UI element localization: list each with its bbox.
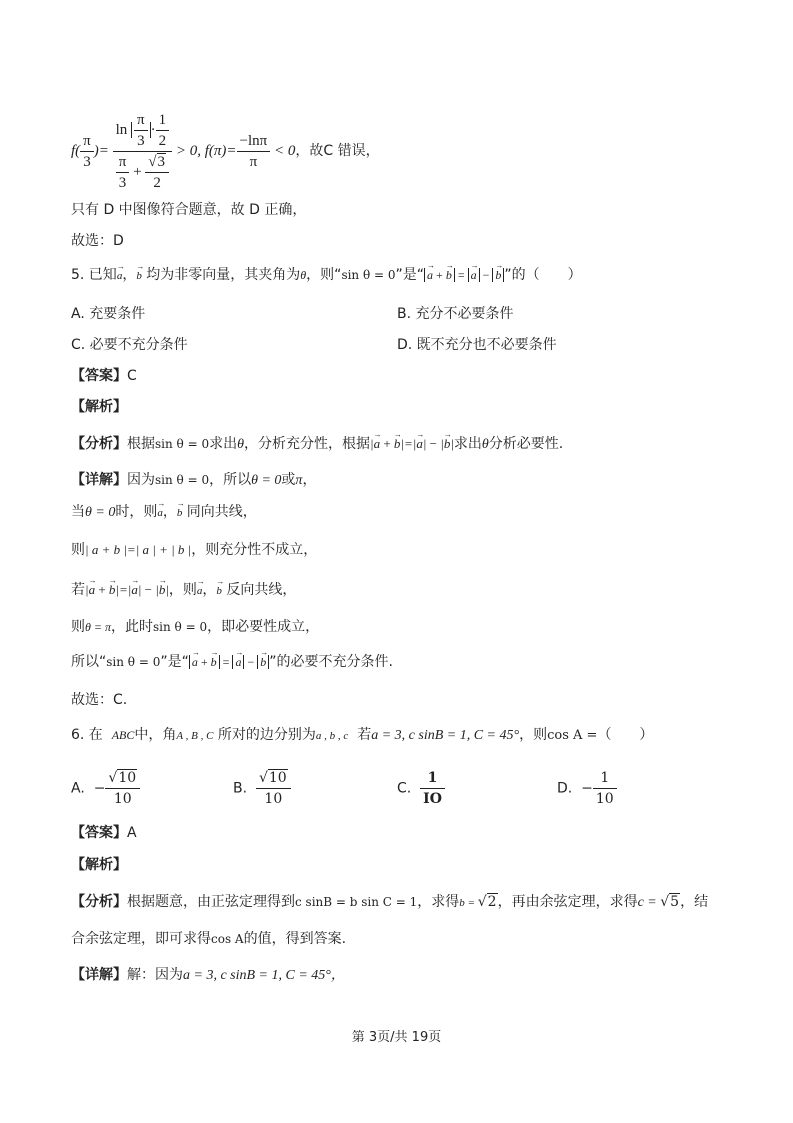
option-d: D. 既不充分也不必要条件: [397, 337, 557, 353]
eq: =: [454, 268, 468, 282]
plus: +: [433, 268, 446, 282]
cond6: a = 3, c sinB = 1, C = 45°: [371, 728, 520, 743]
q5-mid4: ”是“: [395, 267, 425, 283]
m1: θ = π: [85, 620, 112, 634]
b: → b: [446, 265, 452, 285]
a: → a: [192, 652, 198, 672]
q5-prefix: 5. 已知: [71, 267, 117, 283]
big-fraction-denominator: [113, 152, 173, 193]
m3: π: [295, 473, 303, 488]
sqrt5: 5: [670, 894, 680, 910]
t1: 则: [71, 619, 85, 635]
a: → a: [235, 652, 241, 672]
minus: −: [426, 436, 441, 451]
pi-over-3: [80, 131, 94, 172]
t2: ，所以: [209, 472, 252, 488]
t4: ，结: [680, 894, 709, 910]
m1: sin θ = 0: [155, 473, 210, 487]
m4: θ: [481, 437, 489, 452]
m1: a = 3, c sinB = 1, C = 45°，: [183, 968, 345, 983]
option6-d: [557, 768, 617, 809]
t6: （ ）: [597, 727, 654, 743]
pi3-den: [116, 152, 130, 193]
m1: c sinB = b sin C = 1: [295, 895, 418, 909]
detail-5-1: 【详解】因为sin θ = 0，所以θ = 0或π，: [71, 472, 317, 488]
question-6: [71, 725, 653, 746]
q5-mid2: 均为非零向量，其夹角为: [141, 267, 301, 283]
t5: 分析必要性.: [488, 436, 564, 452]
cosA: cos A =: [547, 728, 598, 743]
t2: 的值，得到答案.: [243, 931, 347, 947]
answer-5: [71, 366, 137, 386]
den: π: [249, 154, 258, 170]
num: −lnπ: [237, 131, 271, 152]
num: π: [80, 131, 94, 152]
den: IO: [423, 791, 442, 807]
one-half: [156, 110, 170, 151]
label: B.: [233, 780, 248, 797]
abs-pi3: [131, 112, 151, 149]
theta: θ: [300, 268, 307, 282]
t4: 若: [357, 727, 372, 743]
minus: −: [479, 268, 493, 282]
plus: +: [133, 163, 142, 180]
t1: 根据: [127, 436, 155, 452]
t2: ，求得: [417, 894, 460, 910]
sign: −: [581, 780, 593, 797]
triangle: ABC: [111, 728, 135, 742]
m2: [189, 655, 269, 669]
eq: =: [219, 655, 233, 669]
t1: 因为: [127, 472, 155, 488]
t2: ”是“: [160, 654, 189, 670]
t1: 若: [71, 582, 85, 598]
frac: [105, 768, 140, 809]
m2b: √2: [477, 894, 497, 910]
a: → a: [427, 265, 433, 285]
label: C.: [397, 780, 412, 797]
f-lhs: f(: [71, 142, 81, 159]
t1: 所以“: [71, 654, 107, 670]
den: 3: [118, 175, 127, 191]
q5-mid1: ，: [122, 267, 137, 283]
option6-b: [233, 768, 291, 809]
choose-c-line: 故选：C.: [71, 692, 128, 708]
b: → b: [216, 581, 222, 601]
a: → a: [89, 580, 96, 600]
fenxi-label: 【分析】: [71, 436, 127, 452]
t3: ”的必要不充分条件.: [269, 654, 393, 670]
frac: [420, 768, 445, 809]
den: 10: [113, 791, 132, 807]
abs-a: [468, 268, 480, 282]
t1: 合余弦定理，即可求得: [71, 931, 211, 947]
t1: 则: [71, 542, 85, 558]
fenxi-label: 【分析】: [71, 894, 127, 910]
question-5: [71, 265, 582, 286]
m1: |→ a + → b|=|→ a| − |→ b|: [85, 582, 169, 597]
den: 10: [264, 791, 283, 807]
m1: cos A: [211, 932, 244, 946]
tail-text: ，故C 错误，: [295, 142, 380, 159]
lt0: < 0: [274, 142, 296, 159]
q5-mid3: ，则“: [306, 267, 342, 283]
ln: ln: [115, 121, 128, 138]
abs-sum: [189, 655, 220, 669]
option6-a: [71, 768, 140, 809]
big-fraction-numerator: ln $\frac{\pi}{3}$ · $\frac{1}{2}$: [113, 110, 173, 152]
option-b: B. 充分不必要条件: [397, 306, 514, 322]
fenxi-5: [71, 434, 563, 455]
plus: +: [197, 655, 211, 669]
m2: θ = 0: [251, 473, 282, 488]
t1: 6. 在: [71, 727, 103, 743]
angles: A , B , C: [176, 730, 214, 742]
m1: θ = 0: [85, 505, 116, 520]
detail-5-4: [71, 580, 296, 601]
answer-6: [71, 823, 137, 843]
t2: 求出: [209, 436, 238, 452]
frac: [593, 768, 617, 809]
t5: ，则: [519, 727, 548, 743]
b: → b: [444, 434, 451, 454]
a: → a: [374, 434, 381, 454]
num: 1: [420, 768, 445, 789]
t3: 所对的边分别为: [217, 727, 316, 743]
m3: |→ a + → b|=|→ a| − |→ b|: [370, 436, 454, 451]
answer-value: A: [127, 825, 137, 841]
num: 1: [156, 110, 170, 131]
t2: ，则充分性不成立，: [191, 542, 318, 558]
answer-label: 【答案】: [71, 825, 127, 841]
detail-6-1: [71, 965, 345, 986]
m3b: √5: [660, 894, 680, 910]
den: 2: [158, 133, 167, 149]
fenxi-6: [71, 892, 708, 913]
b: → b: [394, 434, 401, 454]
jiexi-5: 【解析】: [71, 399, 127, 415]
big-fraction: [113, 110, 173, 193]
abs-b: [492, 268, 504, 282]
q5-abs-expr: [424, 268, 504, 282]
b: → b: [109, 580, 116, 600]
sqrt3: 3: [157, 154, 166, 170]
plus: +: [95, 582, 109, 597]
b: → b: [260, 652, 266, 672]
t3: ，分析充分性，根据: [243, 436, 370, 452]
t4: 同向共线，: [182, 504, 257, 520]
num: π: [134, 110, 148, 131]
den: 3: [137, 133, 145, 149]
num: √10: [105, 768, 140, 789]
option-c: C. 必要不充分条件: [71, 337, 188, 353]
m1: sin θ = 0: [106, 655, 161, 669]
t4: 求出: [453, 436, 482, 452]
t3: ，: [162, 504, 177, 520]
m2: sin θ = 0: [153, 620, 208, 634]
a: → a: [416, 434, 423, 454]
label: D.: [557, 780, 573, 797]
fenxi-6-cont: [71, 929, 346, 949]
t2: 中，角: [134, 727, 177, 743]
vec-b: → b: [136, 266, 142, 286]
jiexi-6: 【解析】: [71, 857, 127, 873]
a: → a: [197, 581, 203, 601]
m1: | a + b |=| a | + | b |: [85, 542, 192, 557]
sqrt3-over-2: [145, 152, 169, 193]
sign: −: [93, 780, 106, 797]
xiangjie-label: 【详解】: [71, 472, 127, 488]
minus: −: [244, 655, 258, 669]
pi3: [134, 110, 148, 151]
f-expression-line: f( $\frac{\pi}{3}$ )= ln $\frac{\pi}{3}$ · $\frac{1}{2}$ $\frac{\pi}{3}$ + $\frac{√3}{2}$ > 0, f(π)= $\frac{-\ln\pi}{\pi}$ < 0，故C 错误，: [71, 112, 380, 191]
t2: 时，则: [115, 504, 158, 520]
plus: +: [380, 436, 394, 451]
sqrt: 10: [268, 770, 287, 786]
b: → b: [159, 580, 166, 600]
den: 2: [153, 175, 161, 191]
den: 10: [595, 791, 614, 807]
sides: a , b , c: [315, 730, 349, 742]
q5-end: ”的（ ）: [504, 267, 582, 283]
t1: 当: [71, 504, 85, 520]
m3: c =: [637, 895, 661, 910]
option6-c: [397, 768, 445, 809]
answer-label: 【答案】: [71, 368, 127, 384]
gt0-fpi: > 0, f(π)=: [175, 142, 237, 159]
page-footer: 第 3页/共 19页: [351, 1030, 442, 1045]
minus: −: [141, 582, 156, 597]
detail-5-2: [71, 502, 257, 523]
answer-value: C: [127, 368, 137, 384]
den: 3: [83, 154, 91, 170]
t2: ，此时: [111, 619, 154, 635]
num: √3: [145, 152, 169, 173]
t3: ，再由余弦定理，求得: [497, 894, 638, 910]
abs-a: [232, 655, 244, 669]
detail-5-6: [71, 652, 393, 672]
detail-5-3: [71, 540, 317, 560]
b: → b: [211, 652, 217, 672]
sqrt: 10: [118, 770, 137, 786]
t3: ，即必要性成立，: [207, 619, 320, 635]
b: → b: [177, 503, 183, 523]
num: √10: [256, 768, 291, 789]
t3: ，: [202, 582, 217, 598]
only-d-line: 只有 D 中图像符合题意，故 D 正确，: [71, 202, 307, 218]
choose-d-line: 故选：D: [71, 233, 124, 249]
b: → b: [495, 265, 501, 285]
vec-a: → a: [117, 266, 123, 286]
num: 1: [593, 768, 617, 789]
sqrt2: 2: [487, 894, 497, 910]
t1: 解：因为: [127, 967, 183, 983]
num: π: [116, 152, 130, 173]
q5-cond: sin θ = 0: [341, 268, 396, 282]
a: → a: [471, 265, 477, 285]
a: → a: [157, 503, 163, 523]
t4: 反向共线，: [221, 582, 297, 598]
m2: b =: [459, 897, 478, 909]
m1: sin θ = 0: [155, 437, 210, 451]
xiangjie-label: 【详解】: [71, 967, 127, 983]
t1: 根据题意，由正弦定理得到: [127, 894, 295, 910]
t2: ，则: [168, 582, 197, 598]
a: → a: [131, 580, 138, 600]
abs-sum: [424, 268, 455, 282]
frac: [256, 768, 291, 809]
detail-5-5: [71, 617, 319, 637]
t3: 或: [281, 472, 296, 488]
label: A.: [71, 780, 85, 797]
m2: θ: [237, 437, 244, 452]
option-a: A. 充要条件: [71, 306, 146, 322]
neg-ln-pi-over-pi: [237, 131, 271, 172]
abs-b: [257, 655, 269, 669]
